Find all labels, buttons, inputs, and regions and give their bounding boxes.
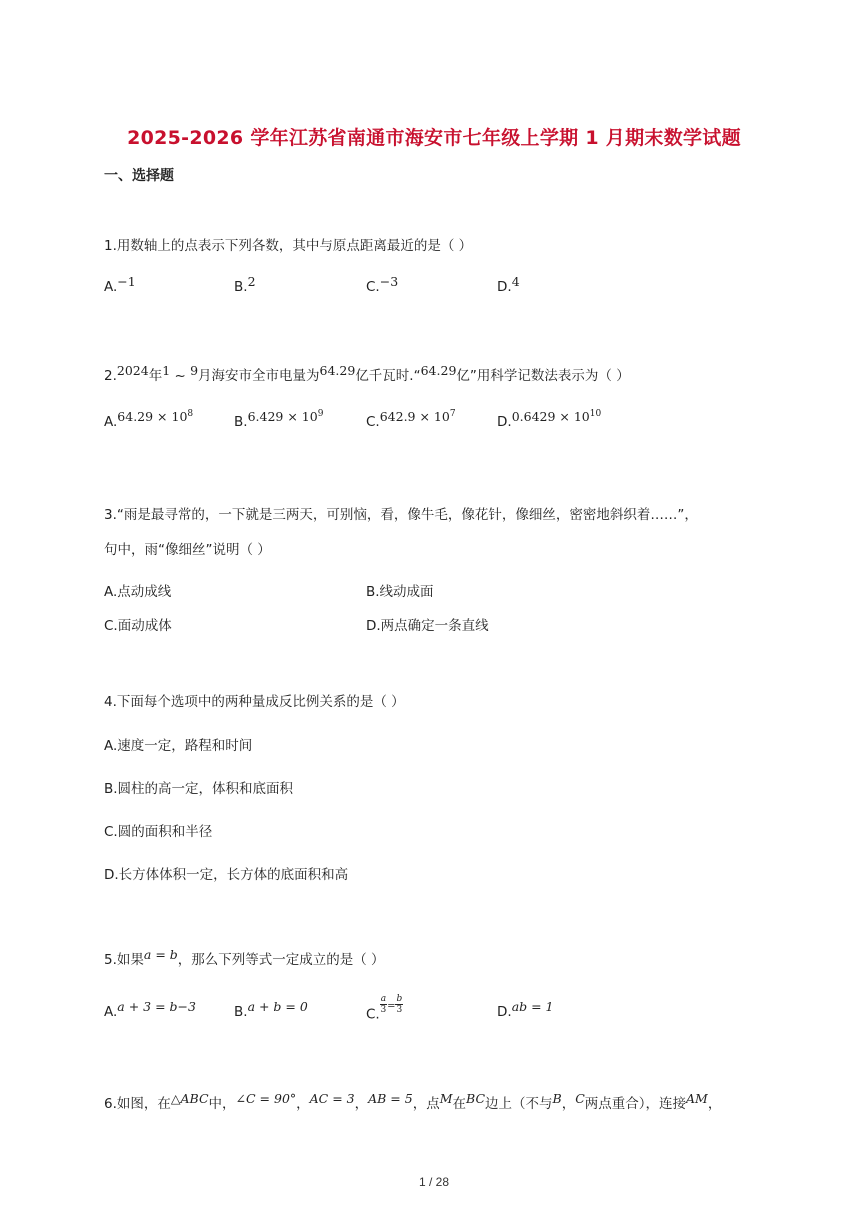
stem-text: ，点 [412,1096,440,1112]
stem-math: a = b [143,947,178,962]
exponent: 7 [449,409,456,419]
option-label: A. [104,1004,118,1020]
question-3-option-a[interactable]: A.点动成线 [104,584,172,600]
base: 0.6429 × 10 [511,409,590,425]
option-value [512,409,602,424]
option-label: D. [497,1004,512,1020]
option-value [380,409,456,424]
option-value: a + b = 0 [247,999,308,1014]
exponent: 10 [589,409,602,419]
denominator: 3 [396,1005,403,1015]
stem-text: ， [296,1096,310,1112]
base: 64.29 × 10 [117,409,188,425]
numerator: a [380,994,387,1004]
question-4-stem: 4.下面每个选项中的两种量成反比例关系的是（ ） [104,694,405,710]
stem-text: 年 [148,368,163,384]
stem-math: 64.29 [420,363,457,378]
stem-math: 2024 [116,363,149,378]
stem-math: BC [466,1091,486,1106]
stem-text: 两点重合），连接 [584,1096,687,1112]
option-label: B. [234,279,248,295]
stem-math: 1 [162,363,171,378]
question-1-option-c[interactable] [366,274,399,295]
question-6-stem [104,1092,721,1112]
option-value [117,409,193,424]
question-5-option-b[interactable] [234,999,308,1020]
option-value [248,409,324,424]
option-value: −1 [117,274,136,289]
question-1-option-d[interactable] [497,274,520,295]
stem-math: AC = 3 [309,1091,355,1106]
stem-text: 月海安市全市电量为 [198,368,320,384]
stem-text: 5.如果 [104,952,144,968]
question-3-option-d[interactable]: D.两点确定一条直线 [366,618,489,634]
option-label: B. [234,1004,248,1020]
base: 6.429 × 10 [247,409,318,425]
option-label: D. [497,414,512,431]
stem-text: 亿”用科学记数法表示为（ ） [456,368,630,384]
fraction [380,994,387,1015]
stem-math: M [439,1091,453,1106]
stem-text: 边上（不与 [485,1096,553,1112]
question-4-option-b[interactable]: B.圆柱的高一定，体积和底面积 [104,781,294,797]
question-2-stem [104,364,630,384]
question-2-option-b[interactable] [234,409,324,431]
stem-math: ∠C = 90° [235,1091,297,1106]
stem-math: B [552,1091,562,1106]
question-4-option-a[interactable]: A.速度一定，路程和时间 [104,738,253,754]
option-value: a + 3 = b−3 [117,999,196,1014]
option-value: ab = 1 [511,999,554,1014]
question-5-option-d[interactable] [497,999,554,1020]
option-value: −3 [379,274,399,289]
option-label: C. [366,279,380,295]
stem-text: ~ [170,368,191,384]
fraction [395,994,403,1015]
question-2-option-d[interactable] [497,409,602,431]
question-2-option-c[interactable] [366,409,456,431]
numerator: b [396,994,403,1004]
question-5-option-a[interactable] [104,999,196,1020]
section-heading: 一、选择题 [104,168,174,184]
option-label: C. [366,1006,380,1023]
exponent: 9 [317,409,324,419]
exponent: 8 [187,409,194,419]
base: 642.9 × 10 [379,409,450,425]
question-2-option-a[interactable] [104,409,194,431]
stem-text: 亿千瓦时.“ [355,368,421,384]
question-1-option-a[interactable] [104,274,136,295]
question-3-option-b[interactable]: B.线动成面 [366,584,434,600]
stem-text: 在 [452,1096,467,1112]
stem-text: ， [707,1096,722,1112]
stem-math: 9 [190,363,199,378]
stem-text: 中， [208,1096,236,1112]
question-4-option-d[interactable]: D.长方体体积一定，长方体的底面积和高 [104,867,349,883]
question-5-stem [104,948,385,968]
option-label: A. [104,279,118,295]
question-3-stem-line-1: 3.“雨是最寻常的，一下就是三两天，可别恼，看，像牛毛，像花针，像细丝，密密地斜织着……”， [104,507,698,523]
stem-text: ，那么下列等式一定成立的是（ ） [177,952,385,968]
stem-math: ABC [180,1091,209,1106]
option-label: B. [234,414,248,431]
equals-sign: = [387,1000,396,1012]
stem-math: AB = 5 [368,1091,413,1106]
question-4-option-c[interactable]: C.圆的面积和半径 [104,824,213,840]
option-label: D. [497,279,512,295]
stem-text: ， [354,1096,369,1112]
page-number: 1 / 28 [418,1175,450,1189]
document-title: 2025-2026 学年江苏省南通市海安市七年级上学期 1 月期末数学试题 [127,127,741,149]
stem-math: C [575,1091,585,1106]
stem-math: 64.29 [319,363,356,378]
stem-text: 6.如图，在 [104,1096,171,1112]
option-value: 2 [247,274,256,289]
stem-text: ， [561,1096,576,1112]
option-label: C. [366,414,380,431]
option-label: A. [104,414,118,431]
stem-math: AM [686,1091,708,1106]
stem-text: 2. [104,368,117,384]
triangle-symbol: △ [170,1091,181,1106]
question-1-option-b[interactable] [234,274,256,295]
option-value: 4 [511,274,520,289]
question-3-option-c[interactable]: C.面动成体 [104,618,172,634]
question-1-stem: 1.用数轴上的点表示下列各数，其中与原点距离最近的是（ ） [104,238,473,254]
question-5-option-c[interactable] [366,994,403,1025]
denominator: 3 [380,1005,387,1015]
question-3-stem-line-2: 句中，雨“像细丝”说明（ ） [104,542,271,558]
